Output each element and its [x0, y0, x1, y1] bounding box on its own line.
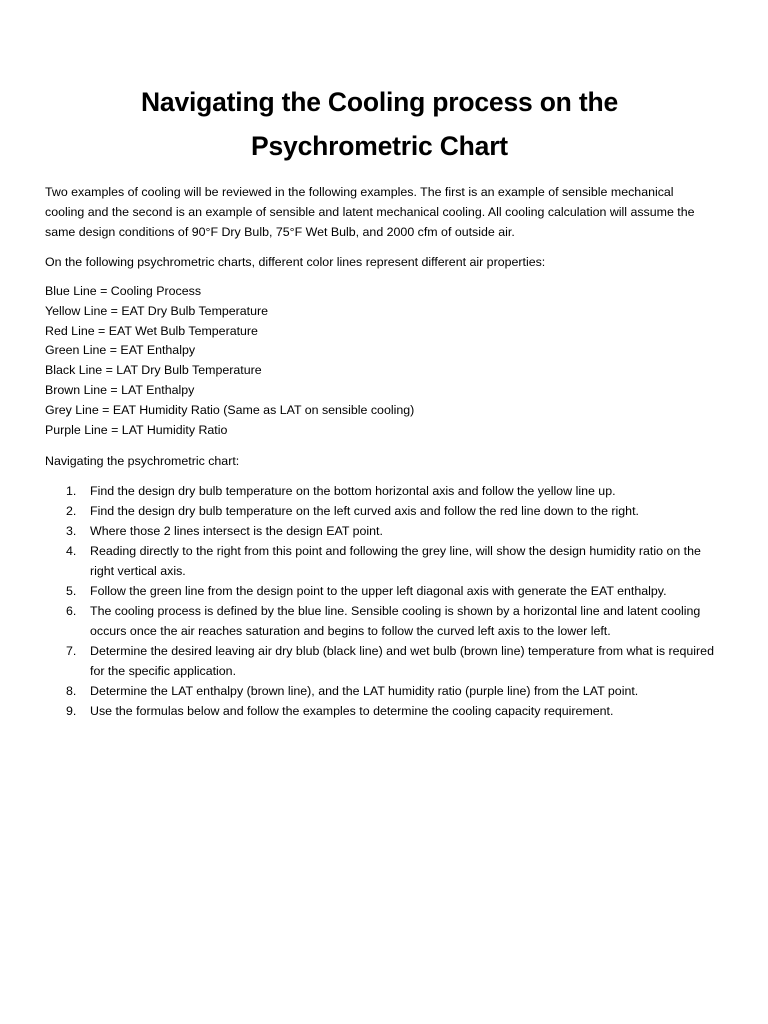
- navigation-heading: Navigating the psychrometric chart:: [45, 454, 240, 469]
- color-legend-list: [45, 282, 714, 440]
- step-item: [45, 521, 714, 541]
- step-number: 6.: [66, 604, 77, 619]
- step-item: [45, 541, 714, 581]
- step-text: Determine the LAT enthalpy (brown line), and the LAT humidity ratio (purple line) from the LAT point.: [90, 684, 639, 699]
- step-text: Find the design dry bulb temperature on the bottom horizontal axis and follow the yellow line up.: [90, 484, 616, 499]
- step-item: [45, 701, 714, 721]
- step-text: Determine the desired leaving air dry blub (black line) and wet bulb (brown line) temperature from what is required for the specific application.: [90, 644, 714, 679]
- step-number: 8.: [66, 684, 77, 699]
- step-number: 5.: [66, 584, 77, 599]
- steps-list: [45, 481, 714, 721]
- step-item: [45, 481, 714, 501]
- step-text: Follow the green line from the design point to the upper left diagonal axis with generate the EAT enthalpy.: [90, 584, 667, 599]
- step-item: [45, 681, 714, 701]
- step-item: [45, 601, 714, 641]
- legend-item: Grey Line = EAT Humidity Ratio (Same as LAT on sensible cooling): [45, 402, 415, 417]
- page-title-line-1: Navigating the Cooling process on the: [140, 87, 618, 117]
- legend-item: Yellow Line = EAT Dry Bulb Temperature: [45, 303, 269, 318]
- step-item: [45, 641, 714, 681]
- step-number: 3.: [66, 524, 77, 539]
- step-item: [45, 581, 714, 601]
- step-item: [45, 501, 714, 521]
- page-title-line-2: Psychrometric Chart: [251, 131, 508, 161]
- legend-item: Green Line = EAT Enthalpy: [45, 343, 196, 358]
- page-title: [45, 80, 714, 168]
- legend-item: Purple Line = LAT Humidity Ratio: [45, 422, 228, 437]
- step-text: Find the design dry bulb temperature on the left curved axis and follow the red line down to the right.: [90, 504, 639, 519]
- step-number: 4.: [66, 544, 77, 559]
- legend-item: Blue Line = Cooling Process: [45, 284, 202, 298]
- step-text: The cooling process is defined by the blue line. Sensible cooling is shown by a horizontal line and latent cooling occurs once the air reaches saturation and begins to follow the curved left axis to the lower left.: [90, 604, 701, 639]
- legend-item: Red Line = EAT Wet Bulb Temperature: [45, 323, 258, 338]
- step-text: Use the formulas below and follow the examples to determine the cooling capacity requirement.: [90, 704, 614, 719]
- step-number: 2.: [66, 504, 77, 519]
- step-number: 9.: [66, 704, 77, 719]
- step-number: 7.: [66, 644, 77, 659]
- step-text: Where those 2 lines intersect is the design EAT point.: [90, 524, 383, 539]
- intro-paragraph: Two examples of cooling will be reviewed in the following examples. The first is an example of sensible mechanical cooling and the second is an example of sensible and latent mechanical cooling. All cooling calculation will assume the same design conditions of 90°F Dry Bulb, 75°F Wet Bulb, and 2000 cfm of outside air.: [45, 185, 695, 239]
- step-number: 1.: [66, 484, 77, 499]
- step-text: Reading directly to the right from this point and following the grey line, will show the design humidity ratio on the right vertical axis.: [90, 544, 701, 579]
- legend-item: Black Line = LAT Dry Bulb Temperature: [45, 363, 262, 378]
- legend-item: Brown Line = LAT Enthalpy: [45, 382, 195, 397]
- legend-lead-paragraph: On the following psychrometric charts, different color lines represent different air properties:: [45, 255, 546, 269]
